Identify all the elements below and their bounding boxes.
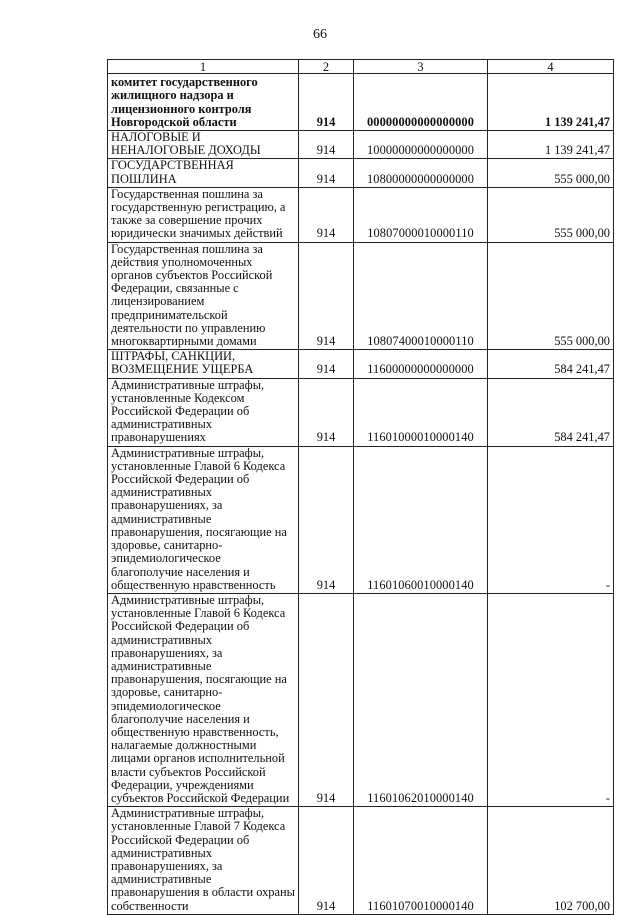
column-header-4: 4: [488, 60, 614, 74]
amount-cell: 102 700,00: [488, 807, 614, 915]
column-header-3: 3: [354, 60, 488, 74]
table-row: [108, 446, 614, 593]
budget-class-code-cell: 10000000000000000: [354, 131, 488, 159]
amount-cell: 584 241,47: [488, 378, 614, 446]
admin-code-cell: 914: [299, 350, 354, 378]
revenue-name-cell: НАЛОГОВЫЕ И НЕНАЛОГОВЫЕ ДОХОДЫ: [108, 131, 299, 159]
table-row: [108, 242, 614, 350]
admin-code-cell: 914: [299, 446, 354, 593]
admin-code-cell: 914: [299, 593, 354, 806]
admin-code-cell: 914: [299, 378, 354, 446]
revenue-name-cell: Административные штрафы, установленные Кодексом Российской Федерации об административных правонарушениях: [108, 378, 299, 446]
table-header-row: [108, 60, 614, 74]
amount-cell: 555 000,00: [488, 242, 614, 350]
amount-cell: 584 241,47: [488, 350, 614, 378]
admin-code-cell: 914: [299, 131, 354, 159]
budget-class-code-cell: 11601000010000140: [354, 378, 488, 446]
revenue-name-cell: ГОСУДАРСТВЕННАЯ ПОШЛИНА: [108, 159, 299, 187]
table-row: [108, 159, 614, 187]
budget-class-code-cell: 00000000000000000: [354, 74, 488, 131]
table-row: [108, 378, 614, 446]
amount-cell: -: [488, 593, 614, 806]
revenue-name-cell: Государственная пошлина за государственную регистрацию, а также за совершение прочих юридически значимых действий: [108, 187, 299, 242]
revenue-name-cell: Административные штрафы, установленные Главой 7 Кодекса Российской Федерации об административных правонарушениях, за административные правонарушения в области охраны собственности: [108, 807, 299, 915]
table-row: [108, 807, 614, 915]
budget-class-code-cell: 11601070010000140: [354, 807, 488, 915]
amount-cell: -: [488, 446, 614, 593]
admin-code-cell: 914: [299, 74, 354, 131]
page-number: 66: [313, 27, 327, 42]
revenue-name-cell: Административные штрафы, установленные Главой 6 Кодекса Российской Федерации об административных правонарушениях, за административные правонарушения, посягающие на здоровье, санитарно-эпидемиологическое благополучие населения и общественную нравственность, налагаемые должностными лицами органов исполнительной власти субъектов Российской Федерации, учреждениями субъектов Российской Федерации: [108, 593, 299, 806]
amount-cell: 1 139 241,47: [488, 131, 614, 159]
table-row: [108, 187, 614, 242]
budget-class-code-cell: 11601060010000140: [354, 446, 488, 593]
revenue-name-cell: ШТРАФЫ, САНКЦИИ, ВОЗМЕЩЕНИЕ УЩЕРБА: [108, 350, 299, 378]
amount-cell: 1 139 241,47: [488, 74, 614, 131]
budget-class-code-cell: 11600000000000000: [354, 350, 488, 378]
table-row: [108, 74, 614, 131]
table-row: [108, 131, 614, 159]
table-row: [108, 350, 614, 378]
admin-code-cell: 914: [299, 242, 354, 350]
admin-code-cell: 914: [299, 159, 354, 187]
amount-cell: 555 000,00: [488, 187, 614, 242]
column-header-2: 2: [299, 60, 354, 74]
budget-class-code-cell: 10800000000000000: [354, 159, 488, 187]
revenue-name-cell: Административные штрафы, установленные Главой 6 Кодекса Российской Федерации об административных правонарушениях, за административные правонарушения, посягающие на здоровье, санитарно-эпидемиологическое благополучие населения и общественную нравственность: [108, 446, 299, 593]
table-row: [108, 593, 614, 806]
budget-class-code-cell: 10807400010000110: [354, 242, 488, 350]
revenue-table: [107, 59, 614, 915]
revenue-name-cell: комитет государственного жилищного надзора и лицензионного контроля Новгородской области: [108, 74, 299, 131]
column-header-1: 1: [108, 60, 299, 74]
admin-code-cell: 914: [299, 807, 354, 915]
budget-class-code-cell: 10807000010000110: [354, 187, 488, 242]
amount-cell: 555 000,00: [488, 159, 614, 187]
admin-code-cell: 914: [299, 187, 354, 242]
revenue-name-cell: Государственная пошлина за действия уполномоченных органов субъектов Российской Федерации, связанные с лицензированием предпринимательской деятельности по управлению многоквартирными домами: [108, 242, 299, 350]
budget-class-code-cell: 11601062010000140: [354, 593, 488, 806]
